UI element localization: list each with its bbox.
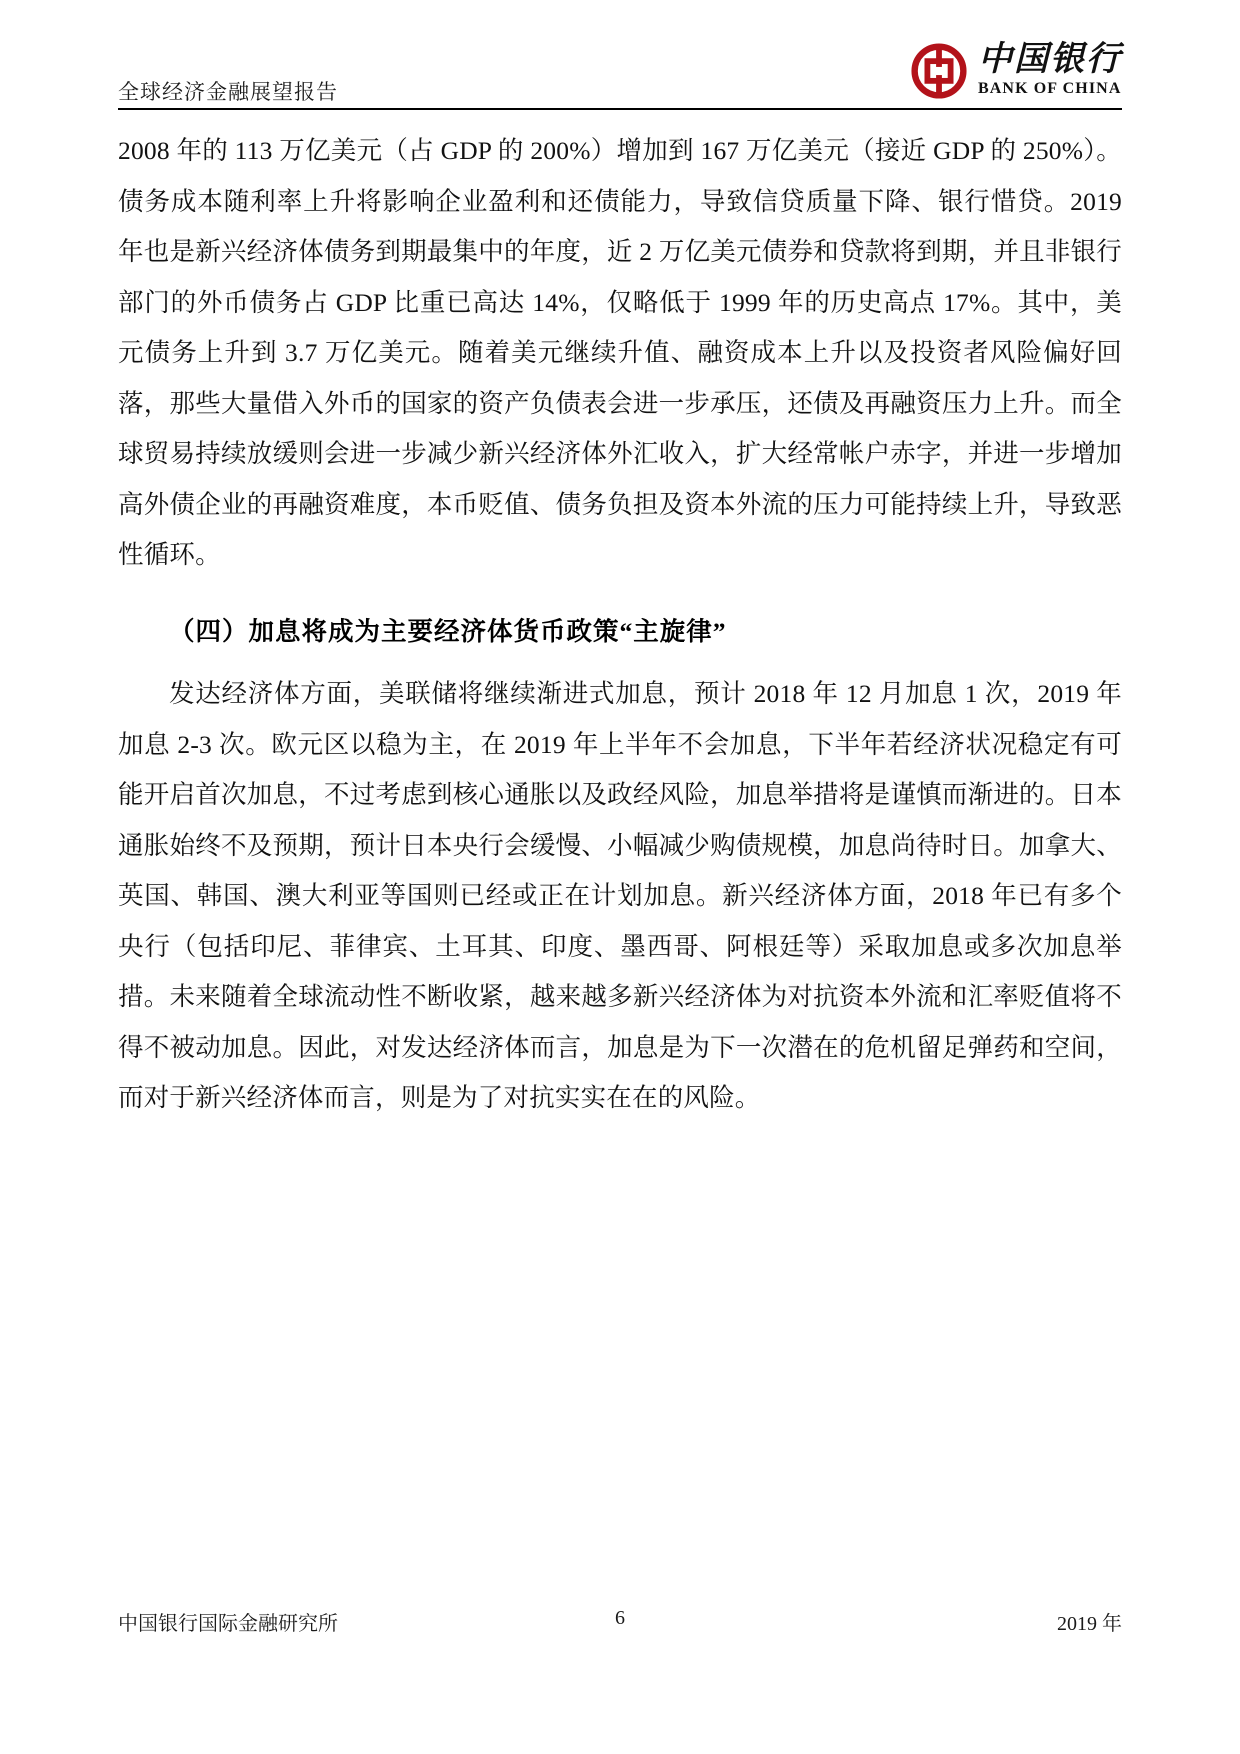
body-paragraph-1: 2008 年的 113 万亿美元（占 GDP 的 200%）增加到 167 万亿美元（接近 GDP 的 250%）。债务成本随利率上升将影响企业盈利和还债能力，导致信贷质量下降、银行惜贷。2019 年也是新兴经济体债务到期最集中的年度，近 2 万亿美元债券和贷款将到期，并且非银行部门的外币债务占 GDP 比重已高达 14%，仅略低于 1999 年的历史高点 17%。其中，美元债务上升到 3.7 万亿美元。随着美元继续升值、融资成本上升以及投资者风险偏好回落，那些大量借入外币的国家的资产负债表会进一步承压，还债及再融资压力上升。而全球贸易持续放缓则会进一步减少新兴经济体外汇收入，扩大经常帐户赤字，并进一步增加高外债企业的再融资难度，本币贬值、债务负担及资本外流的压力可能持续上升，导致恶性循环。 <box>118 136 1122 569</box>
logo-english-name: BANK OF CHINA <box>978 80 1122 98</box>
page-footer <box>118 1607 1122 1636</box>
page-header <box>118 38 1122 110</box>
header-divider <box>118 108 1122 110</box>
body-paragraph-2: 发达经济体方面，美联储将继续渐进式加息，预计 2018 年 12 月加息 1 次，2019 年加息 2-3 次。欧元区以稳为主，在 2019 年上半年不会加息，下半年若经济状况稳定有可能开启首次加息，不过考虑到核心通胀以及政经风险，加息举措将是谨慎而渐进的。日本通胀始终不及预期，预计日本央行会缓慢、小幅减少购债规模，加息尚待时日。加拿大、英国、韩国、澳大利亚等国则已经或正在计划加息。新兴经济体方面，2018 年已有多个央行（包括印尼、菲律宾、土耳其、印度、墨西哥、阿根廷等）采取加息或多次加息举措。未来随着全球流动性不断收紧，越来越多新兴经济体为对抗资本外流和汇率贬值将不得不被动加息。因此，对发达经济体而言，加息是为下一次潜在的危机留足弹药和空间，而对于新兴经济体而言，则是为了对抗实实在在的风险。 <box>118 679 1122 1112</box>
logo-wordmark <box>978 41 1122 101</box>
section-heading-4: （四）加息将成为主要经济体货币政策“主旋律” <box>169 616 727 646</box>
logo-chinese-name: 中国银行 <box>978 40 1122 78</box>
footer-year: 2019 年 <box>1057 1613 1122 1635</box>
footer-page-number: 6 <box>615 1607 625 1629</box>
page-content <box>118 126 1122 1124</box>
bank-of-china-mark-icon <box>910 42 968 100</box>
footer-institution: 中国银行国际金融研究所 <box>118 1613 338 1635</box>
report-title: 全球经济金融展望报告 <box>118 80 338 104</box>
bank-of-china-logo <box>910 36 1122 106</box>
